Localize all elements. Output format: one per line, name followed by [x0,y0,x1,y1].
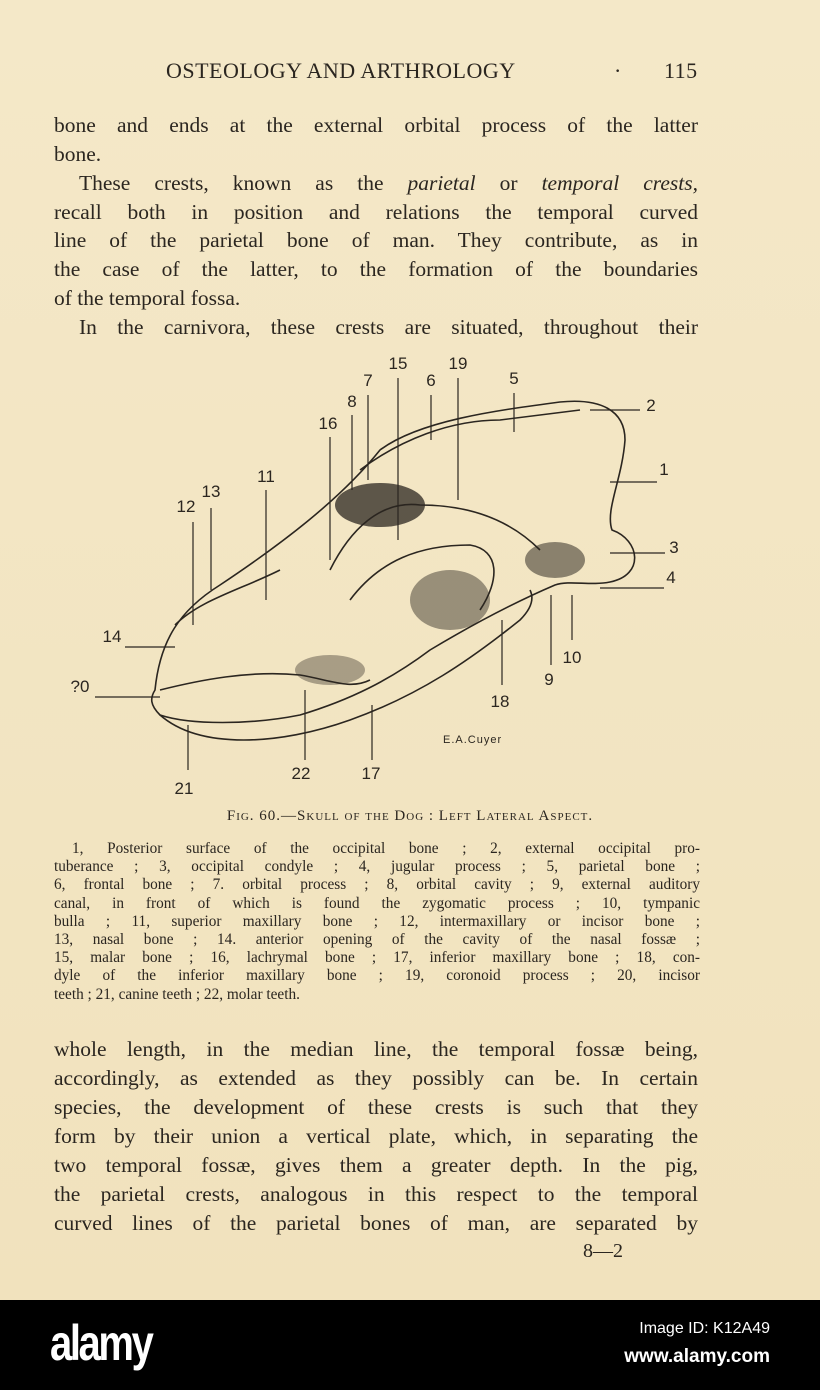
figure-caption: Fig. 60.—Skull of the Dog : Left Lateral Aspect. [226,808,594,824]
text-line: accordingly, as extended as they possibly can be. In certain [54,1066,698,1090]
figure-label: 11 [257,467,275,486]
text-line: the case of the latter, to the formation of the boundaries [54,257,698,281]
figure-label: 14 [102,627,122,646]
figure-label: 17 [361,764,381,783]
text-line: In the carnivora, these crests are situated, throughout their [79,315,698,339]
watermark-footer [0,1300,820,1390]
text-line: curved lines of the parietal bones of man, are separated by [54,1211,698,1235]
text-line: the parietal crests, analogous in this respect to the temporal [54,1182,698,1206]
figure-label: 21 [174,779,194,798]
text-line: of the temporal fossa. [54,286,241,310]
figure-label: 16 [318,414,338,433]
legend-line: teeth ; 21, canine teeth ; 22, molar teeth. [54,985,300,1003]
legend-line: 13, nasal bone ; 14. anterior opening of the cavity of the nasal fossæ ; [54,931,700,949]
header-title: OSTEOLOGY AND ARTHROLOGY [166,58,516,83]
figure-label: 8 [347,392,357,411]
figure-label: 22 [291,764,311,783]
text-line: bone. [54,142,102,166]
italic-term: temporal crests, [541,171,698,195]
image-id: Image ID: K12A49 [639,1320,770,1337]
legend-line: canal, in front of which is found the zygomatic process ; 10, tympanic [54,894,700,912]
figure-label: 10 [562,648,582,667]
header-separator: · [614,58,622,83]
text-line: whole length, in the median line, the temporal fossæ being, [54,1037,698,1061]
text-line: recall both in position and relations the temporal curved [54,200,698,224]
figure-label: 12 [176,497,196,516]
text-line: line of the parietal bone of man. They contribute, as in [54,228,698,252]
signature-mark: 8—2 [583,1240,623,1262]
text-line: two temporal fossæ, gives them a greater depth. In the pig, [54,1153,698,1177]
artist-signature: E.A.Cuyer [443,734,503,746]
legend-line: 6, frontal bone ; 7. orbital process ; 8, orbital cavity ; 9, external auditory [54,876,700,894]
figure-label: 6 [426,371,436,390]
text-line: These crests, known as the parietal or temporal crests, [79,171,698,195]
figure-label: 19 [448,354,468,373]
figure-label: 18 [490,692,510,711]
figure-legend [54,840,700,1004]
legend-line: dyle of the inferior maxillary bone ; 19, coronoid process ; 20, incisor [54,967,700,985]
page-number: 115 [664,58,698,83]
figure-label: ?0 [70,677,90,696]
figure-label: 9 [544,670,554,689]
legend-line: tuberance ; 3, occipital condyle ; 4, jugular process ; 5, parietal bone ; [54,858,700,876]
figure-label: 1 [659,460,669,479]
figure-label: 2 [646,396,656,415]
legend-line: bulla ; 11, superior maxillary bone ; 12, intermaxillary or incisor bone ; [54,912,700,930]
text-line: bone and ends at the external orbital process of the latter [54,113,698,137]
figure-label: 4 [666,568,676,587]
figure-label: 7 [363,371,373,390]
figure-label: 15 [388,354,408,373]
text-line: form by their union a vertical plate, which, in separating the [54,1124,698,1148]
italic-term: parietal [407,171,476,195]
legend-line: 1, Posterior surface of the occipital bone ; 2, external occipital pro- [72,840,700,857]
alamy-logo: alamy [50,1315,152,1371]
figure-label: 5 [509,369,519,388]
text-line: species, the development of these crests is such that they [54,1095,698,1119]
figure-label: 3 [669,538,679,557]
figure-label: 13 [201,482,221,501]
legend-line: 15, malar bone ; 16, lachrymal bone ; 17, inferior maxillary bone ; 18, con- [54,949,700,967]
site-url: www.alamy.com [624,1346,770,1367]
